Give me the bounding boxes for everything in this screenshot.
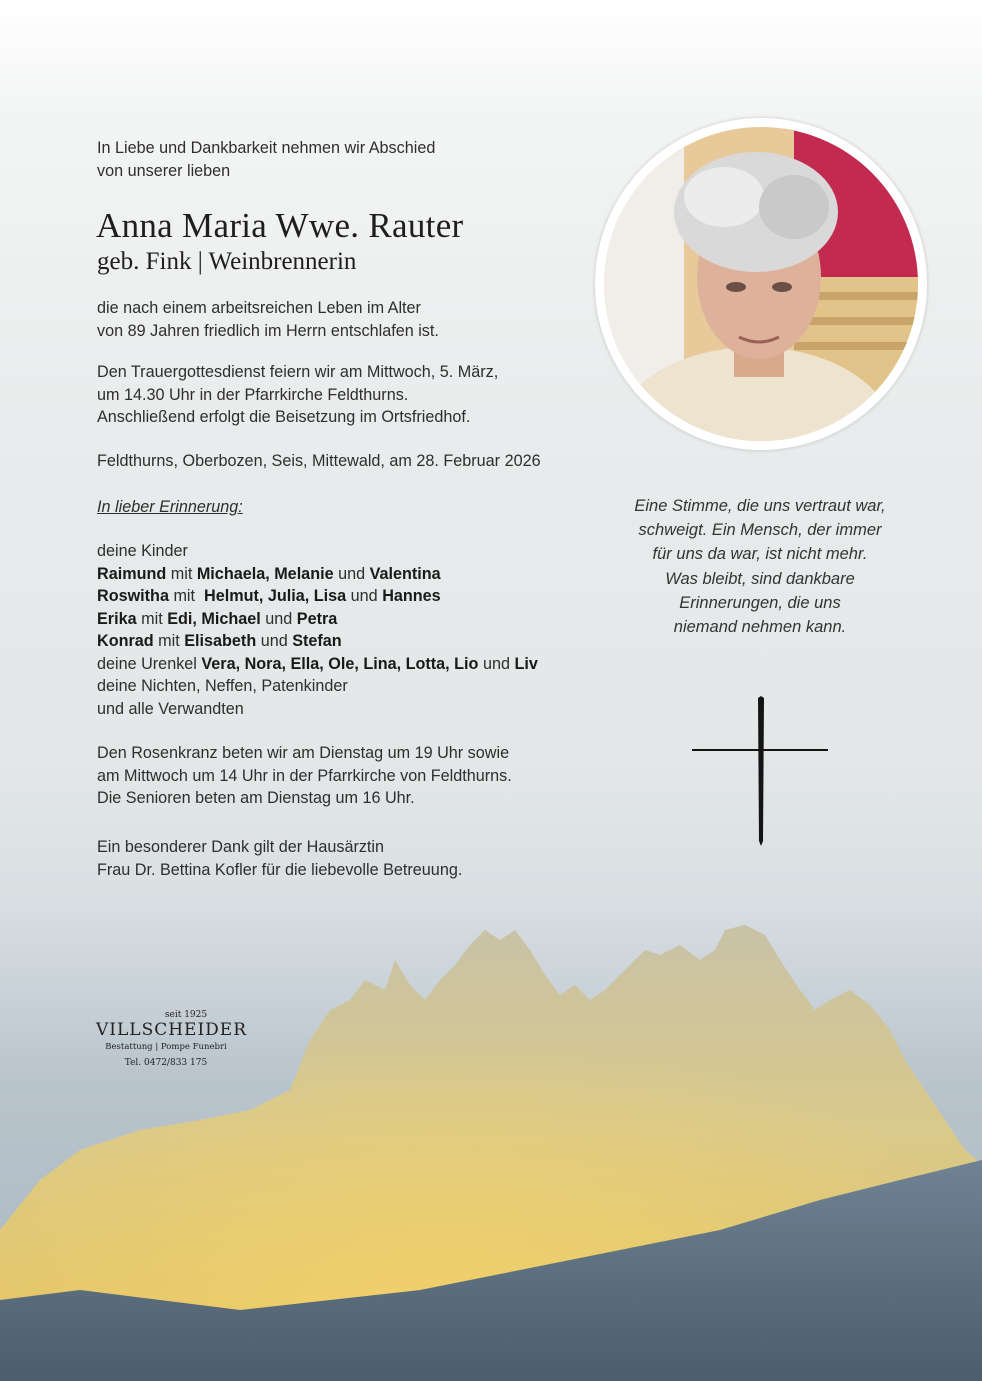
cross-icon [692,696,830,846]
child-name: Roswitha [97,587,169,605]
quote-line: Erinnerungen, die uns [679,593,841,612]
deceased-subname: geb. Fink | Weinbrennerin [97,248,357,275]
memory-heading: In lieber Erinnerung: [97,498,243,516]
children-label: deine Kinder [97,542,188,560]
portrait-image [604,127,918,441]
quote-line: für uns da war, ist nicht mehr. [652,545,868,564]
thanks-line: Ein besonderer Dank gilt der Hausärztin [97,838,385,856]
funeral-home-logo [96,1010,248,1068]
great-grandchildren-label: deine Urenkel [97,654,197,673]
rosary-text [97,742,512,810]
logo-since: seit 1925 [164,1010,208,1020]
quote-line: schweigt. Ein Mensch, der immer [638,521,882,540]
family-line [97,630,538,653]
life-line: von 89 Jahren friedlich im Herrn entschlafen ist. [97,321,439,340]
connector: mit [173,587,196,605]
thanks-text [97,836,462,881]
rosary-line: Die Senioren beten am Dienstag um 16 Uhr. [97,789,415,807]
mass-line: um 14.30 Uhr in der Pfarrkirche Feldthurns. [97,385,409,404]
quote-line: Was bleibt, sind dankbare [665,569,855,588]
thanks-line: Frau Dr. Bettina Kofler für die liebevolle Betreuung. [97,860,463,879]
family-line [97,653,538,676]
deceased-name: Anna Maria Wwe. Rauter [96,206,464,245]
partner-name: Petra [296,609,338,628]
child-name: Erika [97,609,137,628]
child-name: Konrad [97,632,154,650]
quote-line: niemand nehmen kann. [673,618,847,637]
connector: mit [141,609,163,628]
partner-names: Helmut, Julia, Lisa [204,587,347,605]
partner-name: Hannes [382,587,441,605]
great-grandchild-name: Liv [514,654,538,673]
intro-line: In Liebe und Dankbarkeit nehmen wir Abschied [97,139,436,157]
partner-names: Edi, Michael [167,609,261,628]
intro-text [97,137,435,182]
logo-subtitle: Bestattung | Pompe Funebri [105,1042,227,1052]
connector: und [482,654,510,673]
quote-line: Eine Stimme, die uns vertraut war, [634,497,886,515]
mass-line: Den Trauergottesdienst feiern wir am Mittwoch, 5. März, [97,363,499,381]
family-line [97,563,538,586]
connector: mit [158,632,180,650]
connector: und [350,587,378,605]
life-line: die nach einem arbeitsreichen Leben im Alter [97,299,421,317]
connector: und [265,609,293,628]
partner-names: Michaela, Melanie [196,564,334,583]
portrait-photo [595,118,927,450]
memorial-quote [600,494,920,639]
family-list [97,540,538,720]
connector: und [260,632,288,650]
rosary-line: am Mittwoch um 14 Uhr in der Pfarrkirche von Feldthurns. [97,766,512,785]
logo-brand: VILLSCHEIDER [96,1020,248,1040]
family-line: deine Nichten, Neffen, Patenkinder [97,677,348,695]
family-line [97,585,538,608]
rosary-line: Den Rosenkranz beten wir am Dienstag um 19 Uhr sowie [97,744,510,762]
child-name: Raimund [97,564,167,583]
partner-name: Stefan [292,632,342,650]
mass-line: Anschließend erfolgt die Beisetzung im Ortsfriedhof. [97,408,471,426]
family-line [97,608,538,631]
intro-line: von unserer lieben [97,161,231,180]
life-text [97,297,439,342]
funeral-mass-text [97,361,498,429]
connector: und [338,564,366,583]
logo-phone: Tel. 0472/833 175 [124,1058,208,1068]
partner-names: Elisabeth [184,632,257,650]
partner-name: Valentina [369,564,441,583]
connector: mit [170,564,193,583]
date-place: Feldthurns, Oberbozen, Seis, Mittewald, am 28. Februar 2026 [97,452,541,470]
family-line: und alle Verwandten [97,699,244,718]
great-grandchildren-names: Vera, Nora, Ella, Ole, Lina, Lotta, Lio [201,654,479,673]
